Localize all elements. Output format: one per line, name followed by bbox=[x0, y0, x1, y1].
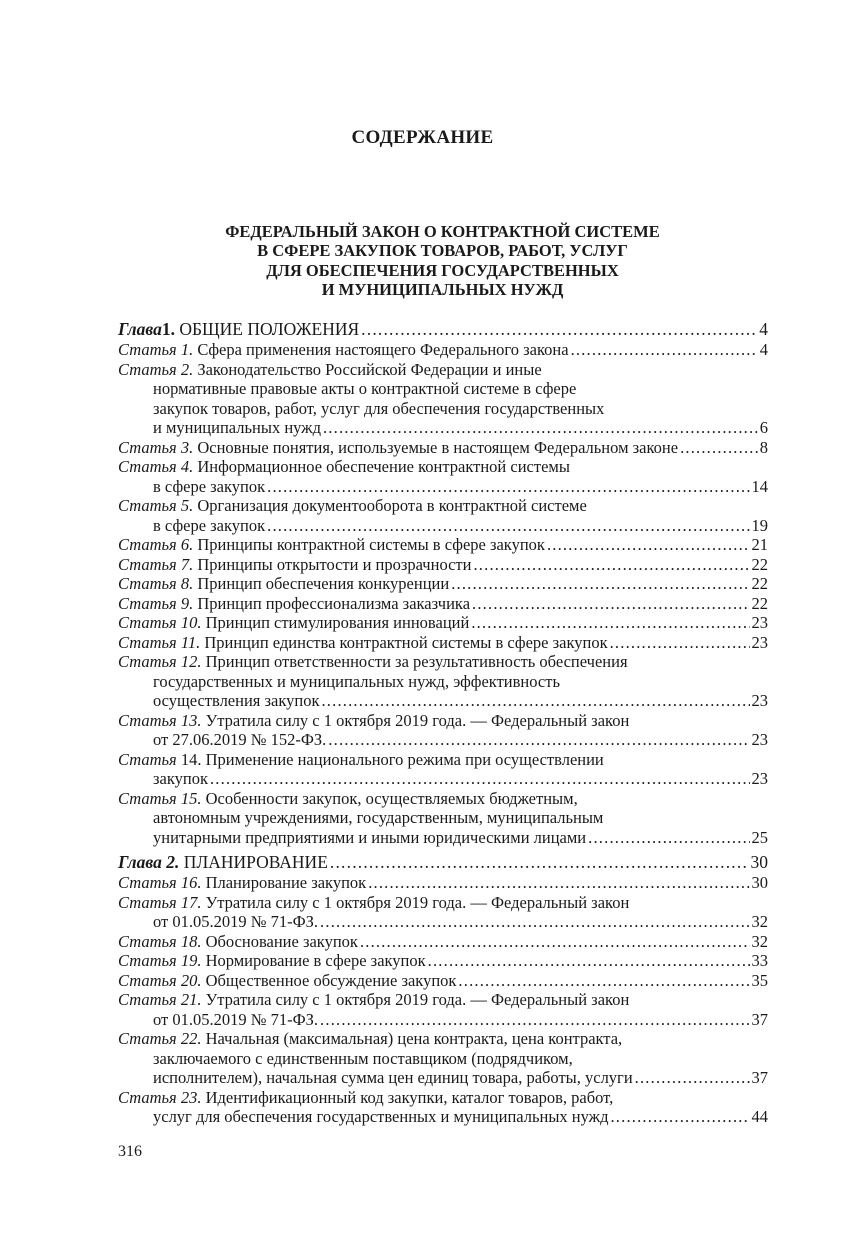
article-label: Статья 10. bbox=[118, 613, 202, 632]
dot-leader bbox=[267, 477, 749, 497]
toc-line bbox=[118, 1010, 768, 1030]
page-ref: 14 bbox=[751, 476, 768, 496]
toc-article-entry[interactable] bbox=[118, 971, 768, 991]
page-ref: 4 bbox=[759, 340, 768, 359]
toc-line bbox=[118, 1029, 768, 1049]
dot-leader bbox=[428, 951, 750, 971]
article-title-line: Идентификационный код закупки, каталог товаров, работ, bbox=[205, 1087, 614, 1107]
toc-article-entry[interactable] bbox=[118, 360, 768, 438]
article-label: Статья 21. bbox=[118, 990, 202, 1009]
law-title-line: ДЛЯ ОБЕСПЕЧЕНИЯ ГОСУДАРСТВЕННЫХ bbox=[266, 260, 619, 280]
toc-line bbox=[118, 711, 768, 731]
toc-line bbox=[118, 318, 768, 340]
toc-article-entry[interactable] bbox=[118, 789, 768, 848]
article-title-line: государственных и муниципальных нужд, эффективность bbox=[153, 671, 560, 691]
article-title-line: Сфера применения настоящего Федерального закона bbox=[197, 340, 569, 359]
article-label: Статья 9. bbox=[118, 593, 194, 613]
toc-line bbox=[118, 457, 768, 477]
toc-line bbox=[118, 672, 768, 692]
article-label: Статья 5. bbox=[118, 496, 194, 515]
article-label: Статья 12. bbox=[118, 652, 202, 671]
article-label: Статья 11. bbox=[118, 632, 201, 652]
toc-article-entry[interactable] bbox=[118, 633, 768, 653]
article-title-line: унитарными предприятиями и иными юридическими лицами bbox=[153, 827, 587, 847]
dot-leader bbox=[328, 730, 749, 750]
page-ref: 25 bbox=[751, 827, 768, 847]
toc-line bbox=[118, 893, 768, 913]
article-label: Статья 4. bbox=[118, 457, 194, 476]
dot-leader bbox=[451, 574, 749, 594]
toc-line bbox=[118, 789, 768, 809]
toc-article-entry[interactable] bbox=[118, 496, 768, 535]
article-label: Статья 18. bbox=[118, 931, 202, 951]
law-title-line: В СФЕРЕ ЗАКУПОК ТОВАРОВ, РАБОТ, УСЛУГ bbox=[257, 241, 628, 261]
article-title-line: Принцип обеспечения конкуренции bbox=[197, 574, 450, 593]
page-ref: 4 bbox=[759, 319, 768, 339]
toc-chapter-entry[interactable] bbox=[118, 851, 768, 873]
dot-leader bbox=[210, 769, 750, 789]
page-ref: 30 bbox=[750, 852, 768, 872]
article-title-line: Принцип ответственности за результативность обеспечения bbox=[205, 652, 628, 671]
article-title-line: исполнителем), начальная сумма цен единиц товара, работы, услуги bbox=[153, 1068, 633, 1087]
dot-leader bbox=[458, 971, 749, 991]
article-title-line: Законодательство Российской Федерации и иные bbox=[197, 359, 542, 379]
article-title-line: осуществления закупок bbox=[153, 691, 320, 710]
toc-line bbox=[118, 912, 768, 932]
toc-line bbox=[118, 851, 768, 873]
chapter-title: ОБЩИЕ ПОЛОЖЕНИЯ bbox=[179, 319, 360, 339]
law-title-line: ФЕДЕРАЛЬНЫЙ ЗАКОН О КОНТРАКТНОЙ СИСТЕМЕ bbox=[225, 222, 660, 241]
article-title-line: Информационное обеспечение контрактной системы bbox=[197, 457, 570, 476]
article-label: Статья 15. bbox=[118, 788, 202, 808]
article-title-line: Основные понятия, используемые в настоящем Федеральном законе bbox=[197, 437, 679, 457]
contents-title: СОДЕРЖАНИЕ bbox=[351, 127, 494, 148]
toc-line bbox=[118, 1088, 768, 1108]
dot-leader bbox=[571, 340, 758, 360]
dot-leader bbox=[610, 633, 750, 653]
toc-article-entry[interactable] bbox=[118, 893, 768, 932]
dot-leader bbox=[473, 555, 749, 575]
page-ref: 35 bbox=[751, 970, 768, 990]
dot-leader bbox=[267, 516, 749, 536]
article-title-line: закупок товаров, работ, услуг для обеспечения государственных bbox=[153, 398, 605, 418]
law-title bbox=[150, 222, 735, 299]
article-title-line: 14. Применение национального режима при осуществлении bbox=[180, 749, 604, 769]
toc-line bbox=[118, 691, 768, 711]
page-ref: 33 bbox=[751, 951, 768, 970]
dot-leader bbox=[360, 932, 750, 952]
toc-line bbox=[118, 516, 768, 536]
article-title-line: Утратила силу с 1 октября 2019 года. — Федеральный закон bbox=[205, 710, 630, 730]
article-title-line: Планирование закупок bbox=[205, 873, 367, 892]
toc-line bbox=[118, 438, 768, 458]
article-title-line: Утратила силу с 1 октября 2019 года. — Федеральный закон bbox=[205, 990, 630, 1009]
toc-line bbox=[118, 769, 768, 789]
article-title-line: Организация документооборота в контрактной системе bbox=[197, 496, 587, 515]
toc-chapter-2 bbox=[118, 851, 768, 1127]
toc-line bbox=[118, 496, 768, 516]
article-title-line: Принципы открытости и прозрачности bbox=[197, 554, 472, 574]
page-ref: 22 bbox=[751, 574, 768, 593]
dot-leader bbox=[320, 1010, 749, 1030]
article-label: Статья 19. bbox=[118, 951, 202, 970]
dot-leader bbox=[471, 613, 749, 633]
dot-leader bbox=[547, 535, 750, 555]
law-title-line: И МУНИЦИПАЛЬНЫХ НУЖД bbox=[321, 279, 564, 299]
toc-article-entry[interactable] bbox=[118, 951, 768, 971]
article-label: Статья 3. bbox=[118, 437, 194, 457]
chapter-number: 1. bbox=[161, 319, 175, 339]
toc-article-entry[interactable] bbox=[118, 990, 768, 1029]
toc-article-entry[interactable] bbox=[118, 457, 768, 496]
toc-line bbox=[118, 379, 768, 399]
page-ref: 23 bbox=[751, 730, 768, 749]
page-ref: 32 bbox=[751, 931, 768, 951]
chapter-label: Глава bbox=[118, 319, 162, 339]
chapter-label: Глава 2. bbox=[118, 852, 180, 872]
article-title-line: Принцип единства контрактной системы в сфере закупок bbox=[204, 632, 608, 652]
article-label: Статья 16. bbox=[118, 873, 202, 892]
toc-line bbox=[118, 1068, 768, 1088]
chapter-title: ПЛАНИРОВАНИЕ bbox=[183, 852, 328, 872]
toc-line bbox=[118, 399, 768, 419]
page-ref: 23 bbox=[751, 691, 768, 710]
article-label: Статья 20. bbox=[118, 970, 202, 990]
toc-article-entry[interactable] bbox=[118, 555, 768, 575]
page-ref: 8 bbox=[759, 437, 768, 457]
article-title-line: в сфере закупок bbox=[153, 515, 266, 535]
page-ref: 44 bbox=[751, 1107, 768, 1126]
article-label: Статья 17. bbox=[118, 892, 202, 912]
toc-article-entry[interactable] bbox=[118, 438, 768, 458]
article-label: Статья 2. bbox=[118, 359, 194, 379]
article-title-line: услуг для обеспечения государственных и муниципальных нужд bbox=[153, 1107, 609, 1126]
toc-article-entry[interactable] bbox=[118, 711, 768, 750]
article-title-line: от 01.05.2019 № 71-ФЗ. bbox=[153, 912, 319, 931]
article-label: Статья 7. bbox=[118, 554, 194, 574]
toc-line bbox=[118, 951, 768, 971]
toc-line bbox=[118, 730, 768, 750]
article-title-line: автономным учреждениями, государственным, муниципальным bbox=[153, 808, 604, 827]
article-title-line: закупок bbox=[153, 769, 208, 788]
toc-line bbox=[118, 932, 768, 952]
toc-line bbox=[118, 750, 768, 770]
article-title-line: Обоснование закупок bbox=[205, 931, 358, 951]
page-ref: 19 bbox=[751, 515, 768, 535]
toc-article-entry[interactable] bbox=[118, 1029, 768, 1088]
article-title-line: Начальная (максимальная) цена контракта, цена контракта, bbox=[205, 1029, 623, 1048]
dot-leader bbox=[323, 418, 758, 438]
toc-line bbox=[118, 340, 768, 360]
toc-line bbox=[118, 594, 768, 614]
article-label: Статья 22. bbox=[118, 1029, 202, 1048]
dot-leader bbox=[635, 1068, 750, 1088]
toc-article-entry[interactable] bbox=[118, 652, 768, 711]
dot-leader bbox=[588, 828, 749, 848]
toc-article-entry[interactable] bbox=[118, 1088, 768, 1127]
toc-line bbox=[118, 360, 768, 380]
dot-leader bbox=[472, 594, 749, 614]
page-ref: 23 bbox=[751, 632, 768, 652]
toc-line bbox=[118, 418, 768, 438]
article-label: Статья 6. bbox=[118, 535, 194, 554]
dot-leader bbox=[680, 438, 758, 458]
page-ref: 32 bbox=[751, 912, 768, 931]
article-title-line: от 01.05.2019 № 71-ФЗ. bbox=[153, 1009, 319, 1029]
toc-article-entry[interactable] bbox=[118, 535, 768, 555]
toc-article-entry[interactable] bbox=[118, 340, 768, 360]
page-ref: 21 bbox=[751, 535, 768, 554]
toc-article-entry[interactable] bbox=[118, 594, 768, 614]
toc-line bbox=[118, 652, 768, 672]
toc-line bbox=[118, 555, 768, 575]
article-title-line: Принцип профессионализма заказчика bbox=[197, 593, 471, 613]
dot-leader bbox=[361, 318, 757, 340]
toc-article-entry[interactable] bbox=[118, 613, 768, 633]
toc-line bbox=[118, 613, 768, 633]
toc-line bbox=[118, 535, 768, 555]
article-title-line: в сфере закупок bbox=[153, 476, 266, 496]
article-title-line: Нормирование в сфере закупок bbox=[205, 951, 426, 970]
toc-article-entry[interactable] bbox=[118, 750, 768, 789]
toc-line bbox=[118, 1049, 768, 1069]
article-title-line: нормативные правовые акты о контрактной системе в сфере bbox=[153, 379, 577, 398]
toc-line bbox=[118, 873, 768, 893]
page-ref: 30 bbox=[751, 873, 768, 892]
article-title-line: от 27.06.2019 № 152-ФЗ. bbox=[153, 730, 327, 749]
page-ref: 22 bbox=[751, 554, 768, 574]
dot-leader bbox=[320, 912, 749, 932]
toc-line bbox=[118, 574, 768, 594]
dot-leader bbox=[330, 851, 749, 873]
dot-leader bbox=[321, 691, 749, 711]
article-label: Статья 13. bbox=[118, 710, 202, 730]
toc-line bbox=[118, 1107, 768, 1127]
toc-chapter-entry[interactable] bbox=[118, 318, 768, 340]
article-title-line: и муниципальных нужд bbox=[153, 418, 321, 437]
dot-leader bbox=[368, 873, 749, 893]
article-title-line: Принципы контрактной системы в сфере закупок bbox=[197, 535, 545, 554]
page-ref: 6 bbox=[759, 418, 768, 437]
page-ref: 23 bbox=[751, 769, 768, 788]
page-ref: 37 bbox=[751, 1009, 768, 1029]
toc-line bbox=[118, 990, 768, 1010]
toc-chapter-1 bbox=[118, 318, 768, 847]
article-label: Статья 23. bbox=[118, 1087, 202, 1107]
toc-line bbox=[118, 828, 768, 848]
article-title-line: Особенности закупок, осуществляемых бюджетным, bbox=[205, 788, 578, 808]
article-label: Статья 1. bbox=[118, 340, 194, 359]
toc-line bbox=[118, 971, 768, 991]
dot-leader bbox=[610, 1107, 749, 1127]
toc-article-entry[interactable] bbox=[118, 873, 768, 893]
page-ref: 22 bbox=[751, 593, 768, 613]
toc-line bbox=[118, 808, 768, 828]
page-ref: 37 bbox=[751, 1068, 768, 1087]
toc-line bbox=[118, 477, 768, 497]
article-title-line: Утратила силу с 1 октября 2019 года. — Федеральный закон bbox=[205, 892, 630, 912]
page-number: 316 bbox=[118, 1143, 142, 1160]
article-title-line: Принцип стимулирования инноваций bbox=[205, 613, 470, 632]
article-title-line: заключаемого с единственным поставщиком (подрядчиком, bbox=[153, 1048, 573, 1068]
article-label: Статья 8. bbox=[118, 574, 194, 593]
article-title-line: Общественное обсуждение закупок bbox=[205, 970, 457, 990]
toc-article-entry[interactable] bbox=[118, 932, 768, 952]
toc-line bbox=[118, 633, 768, 653]
article-label: Статья bbox=[118, 749, 177, 769]
toc-article-entry[interactable] bbox=[118, 574, 768, 594]
page-ref: 23 bbox=[751, 613, 768, 632]
